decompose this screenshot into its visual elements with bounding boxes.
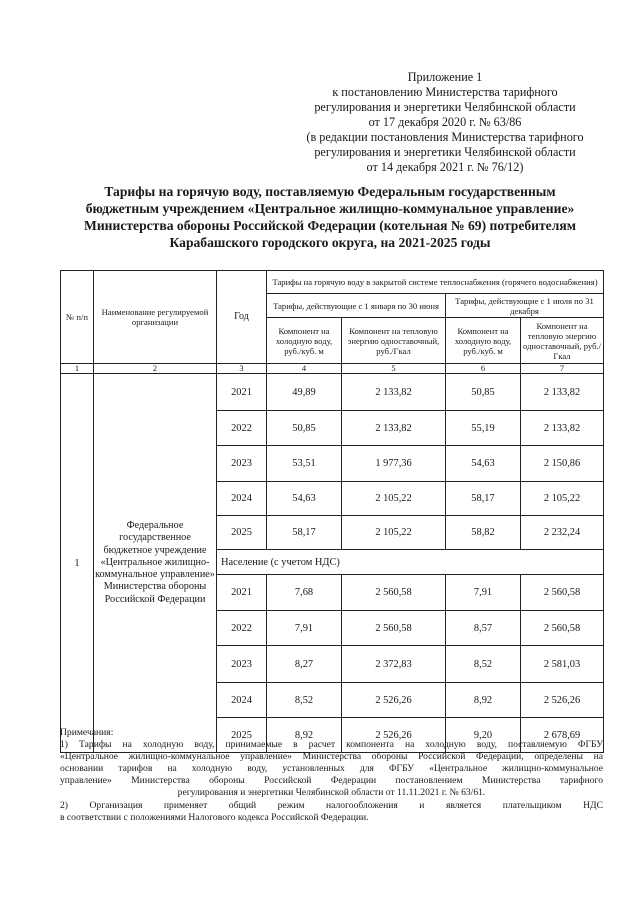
header-period-1: Тарифы, действующие с 1 января по 30 июня xyxy=(267,294,446,318)
value-cell: 8,52 xyxy=(267,683,342,718)
row-number: 1 xyxy=(61,374,94,753)
title-line: бюджетным учреждением «Центральное жилищно-коммунальное управление» xyxy=(85,201,575,216)
value-cell: 58,17 xyxy=(267,516,342,550)
value-cell: 8,27 xyxy=(267,646,342,683)
notes-heading: Примечания: xyxy=(60,727,114,738)
note-1-line: регулирования и энергетики Челябинской области от 11.11.2021 г. № 63/61. xyxy=(177,787,486,799)
note-1-line: 1) Тарифы на холодную воду, принимаемые в расчет компонента на холодную воду, поставляемую ФГБУ xyxy=(60,739,603,751)
value-cell: 50,85 xyxy=(267,411,342,446)
value-cell: 2 526,26 xyxy=(342,718,446,753)
organization-name: Федеральное государственное бюджетное учреждение «Центральное жилищно-коммунальное управление» Министерства обороны Российской Федерации xyxy=(94,374,217,753)
value-cell: 54,63 xyxy=(267,482,342,516)
population-label: Население (с учетом НДС) xyxy=(217,550,604,575)
value-cell: 7,91 xyxy=(267,611,342,646)
value-cell: 55,19 xyxy=(446,411,521,446)
year-cell: 2023 xyxy=(217,646,267,683)
header-group: Тарифы на горячую воду в закрытой системе теплоснабжения (горячего водоснабжения) xyxy=(267,271,604,294)
value-cell: 8,57 xyxy=(446,611,521,646)
column-number: 4 xyxy=(267,364,342,374)
header-org: Наименование регулируемой организации xyxy=(94,271,217,364)
header-component-heat-2: Компонент на тепловую энергию одноставочный, руб./Гкал xyxy=(521,318,604,364)
title-line: Тарифы на горячую воду, поставляемую Федеральным государственным xyxy=(104,184,556,199)
value-cell: 7,91 xyxy=(446,575,521,611)
title-line: Министерства обороны Российской Федерации (котельная № 69) потребителям xyxy=(84,218,576,233)
value-cell: 2 560,58 xyxy=(342,575,446,611)
year-cell: 2022 xyxy=(217,611,267,646)
value-cell: 2 560,58 xyxy=(521,611,604,646)
header-component-water: Компонент на холодную воду, руб./куб. м xyxy=(267,318,342,364)
year-cell: 2023 xyxy=(217,446,267,482)
value-cell: 58,82 xyxy=(446,516,521,550)
column-number: 6 xyxy=(446,364,521,374)
document-title xyxy=(60,183,600,251)
header-year: Год xyxy=(217,271,267,364)
column-number: 3 xyxy=(217,364,267,374)
appendix-line: Приложение 1 xyxy=(407,70,483,84)
note-1-line: управление» Министерства обороны Российской Федерации постановлением Министерства тарифного xyxy=(60,775,603,787)
year-cell: 2021 xyxy=(217,374,267,411)
value-cell: 2 560,58 xyxy=(521,575,604,611)
value-cell: 54,63 xyxy=(446,446,521,482)
column-number: 2 xyxy=(94,364,217,374)
value-cell: 58,17 xyxy=(446,482,521,516)
value-cell: 49,89 xyxy=(267,374,342,411)
value-cell: 2 105,22 xyxy=(521,482,604,516)
value-cell: 2 526,26 xyxy=(521,683,604,718)
appendix-line: (в редакции постановления Министерства тарифного xyxy=(306,130,584,144)
value-cell: 2 105,22 xyxy=(342,482,446,516)
value-cell: 2 526,26 xyxy=(342,683,446,718)
value-cell: 53,51 xyxy=(267,446,342,482)
title-line: Карабашского городского округа, на 2021-2025 годы xyxy=(169,235,491,250)
value-cell: 7,68 xyxy=(267,575,342,611)
value-cell: 2 105,22 xyxy=(342,516,446,550)
appendix-line: регулирования и энергетики Челябинской области xyxy=(314,145,576,159)
value-cell: 9,20 xyxy=(446,718,521,753)
appendix-block xyxy=(290,70,600,175)
value-cell: 8,52 xyxy=(446,646,521,683)
table-row xyxy=(61,374,604,411)
appendix-line: к постановлению Министерства тарифного xyxy=(332,85,558,99)
year-cell: 2024 xyxy=(217,482,267,516)
note-1-line: основании тарифов на холодную воду, установленных для ФГБУ «Центральное жилищно-коммунальное xyxy=(60,763,603,775)
value-cell: 2 372,83 xyxy=(342,646,446,683)
note-2-line: 2) Организация применяет общий режим налогообложения и является плательщиком НДС xyxy=(60,799,603,811)
value-cell: 2 232,24 xyxy=(521,516,604,550)
value-cell: 2 150,86 xyxy=(521,446,604,482)
year-cell: 2025 xyxy=(217,718,267,753)
notes-block xyxy=(60,727,603,824)
appendix-line: от 17 декабря 2020 г. № 63/86 xyxy=(368,115,522,129)
value-cell: 2 560,58 xyxy=(342,611,446,646)
value-cell: 1 977,36 xyxy=(342,446,446,482)
year-cell: 2025 xyxy=(217,516,267,550)
appendix-line: от 14 декабря 2021 г. № 76/12) xyxy=(366,160,524,174)
header-component-heat: Компонент на тепловую энергию одноставочный, руб./Гкал xyxy=(342,318,446,364)
value-cell: 2 678,69 xyxy=(521,718,604,753)
column-number: 1 xyxy=(61,364,94,374)
value-cell: 2 133,82 xyxy=(342,411,446,446)
tariffs-table xyxy=(60,270,604,753)
header-period-2: Тарифы, действующие с 1 июля по 31 декабря xyxy=(446,294,604,318)
note-2-line: в соответствии с положениями Налогового кодекса Российской Федерации. xyxy=(60,811,369,823)
year-cell: 2021 xyxy=(217,575,267,611)
value-cell: 8,92 xyxy=(267,718,342,753)
value-cell: 2 133,82 xyxy=(521,411,604,446)
column-number: 7 xyxy=(521,364,604,374)
year-cell: 2024 xyxy=(217,683,267,718)
header-no: № п/п xyxy=(61,271,94,364)
header-component-water-2: Компонент на холодную воду, руб./куб. м xyxy=(446,318,521,364)
note-1-line: «Центральное жилищно-коммунальное управление» Министерства обороны Российской Федерации, определены на xyxy=(60,751,603,763)
appendix-line: регулирования и энергетики Челябинской области xyxy=(314,100,576,114)
value-cell: 2 133,82 xyxy=(521,374,604,411)
value-cell: 50,85 xyxy=(446,374,521,411)
year-cell: 2022 xyxy=(217,411,267,446)
value-cell: 8,92 xyxy=(446,683,521,718)
value-cell: 2 581,03 xyxy=(521,646,604,683)
value-cell: 2 133,82 xyxy=(342,374,446,411)
column-number: 5 xyxy=(342,364,446,374)
